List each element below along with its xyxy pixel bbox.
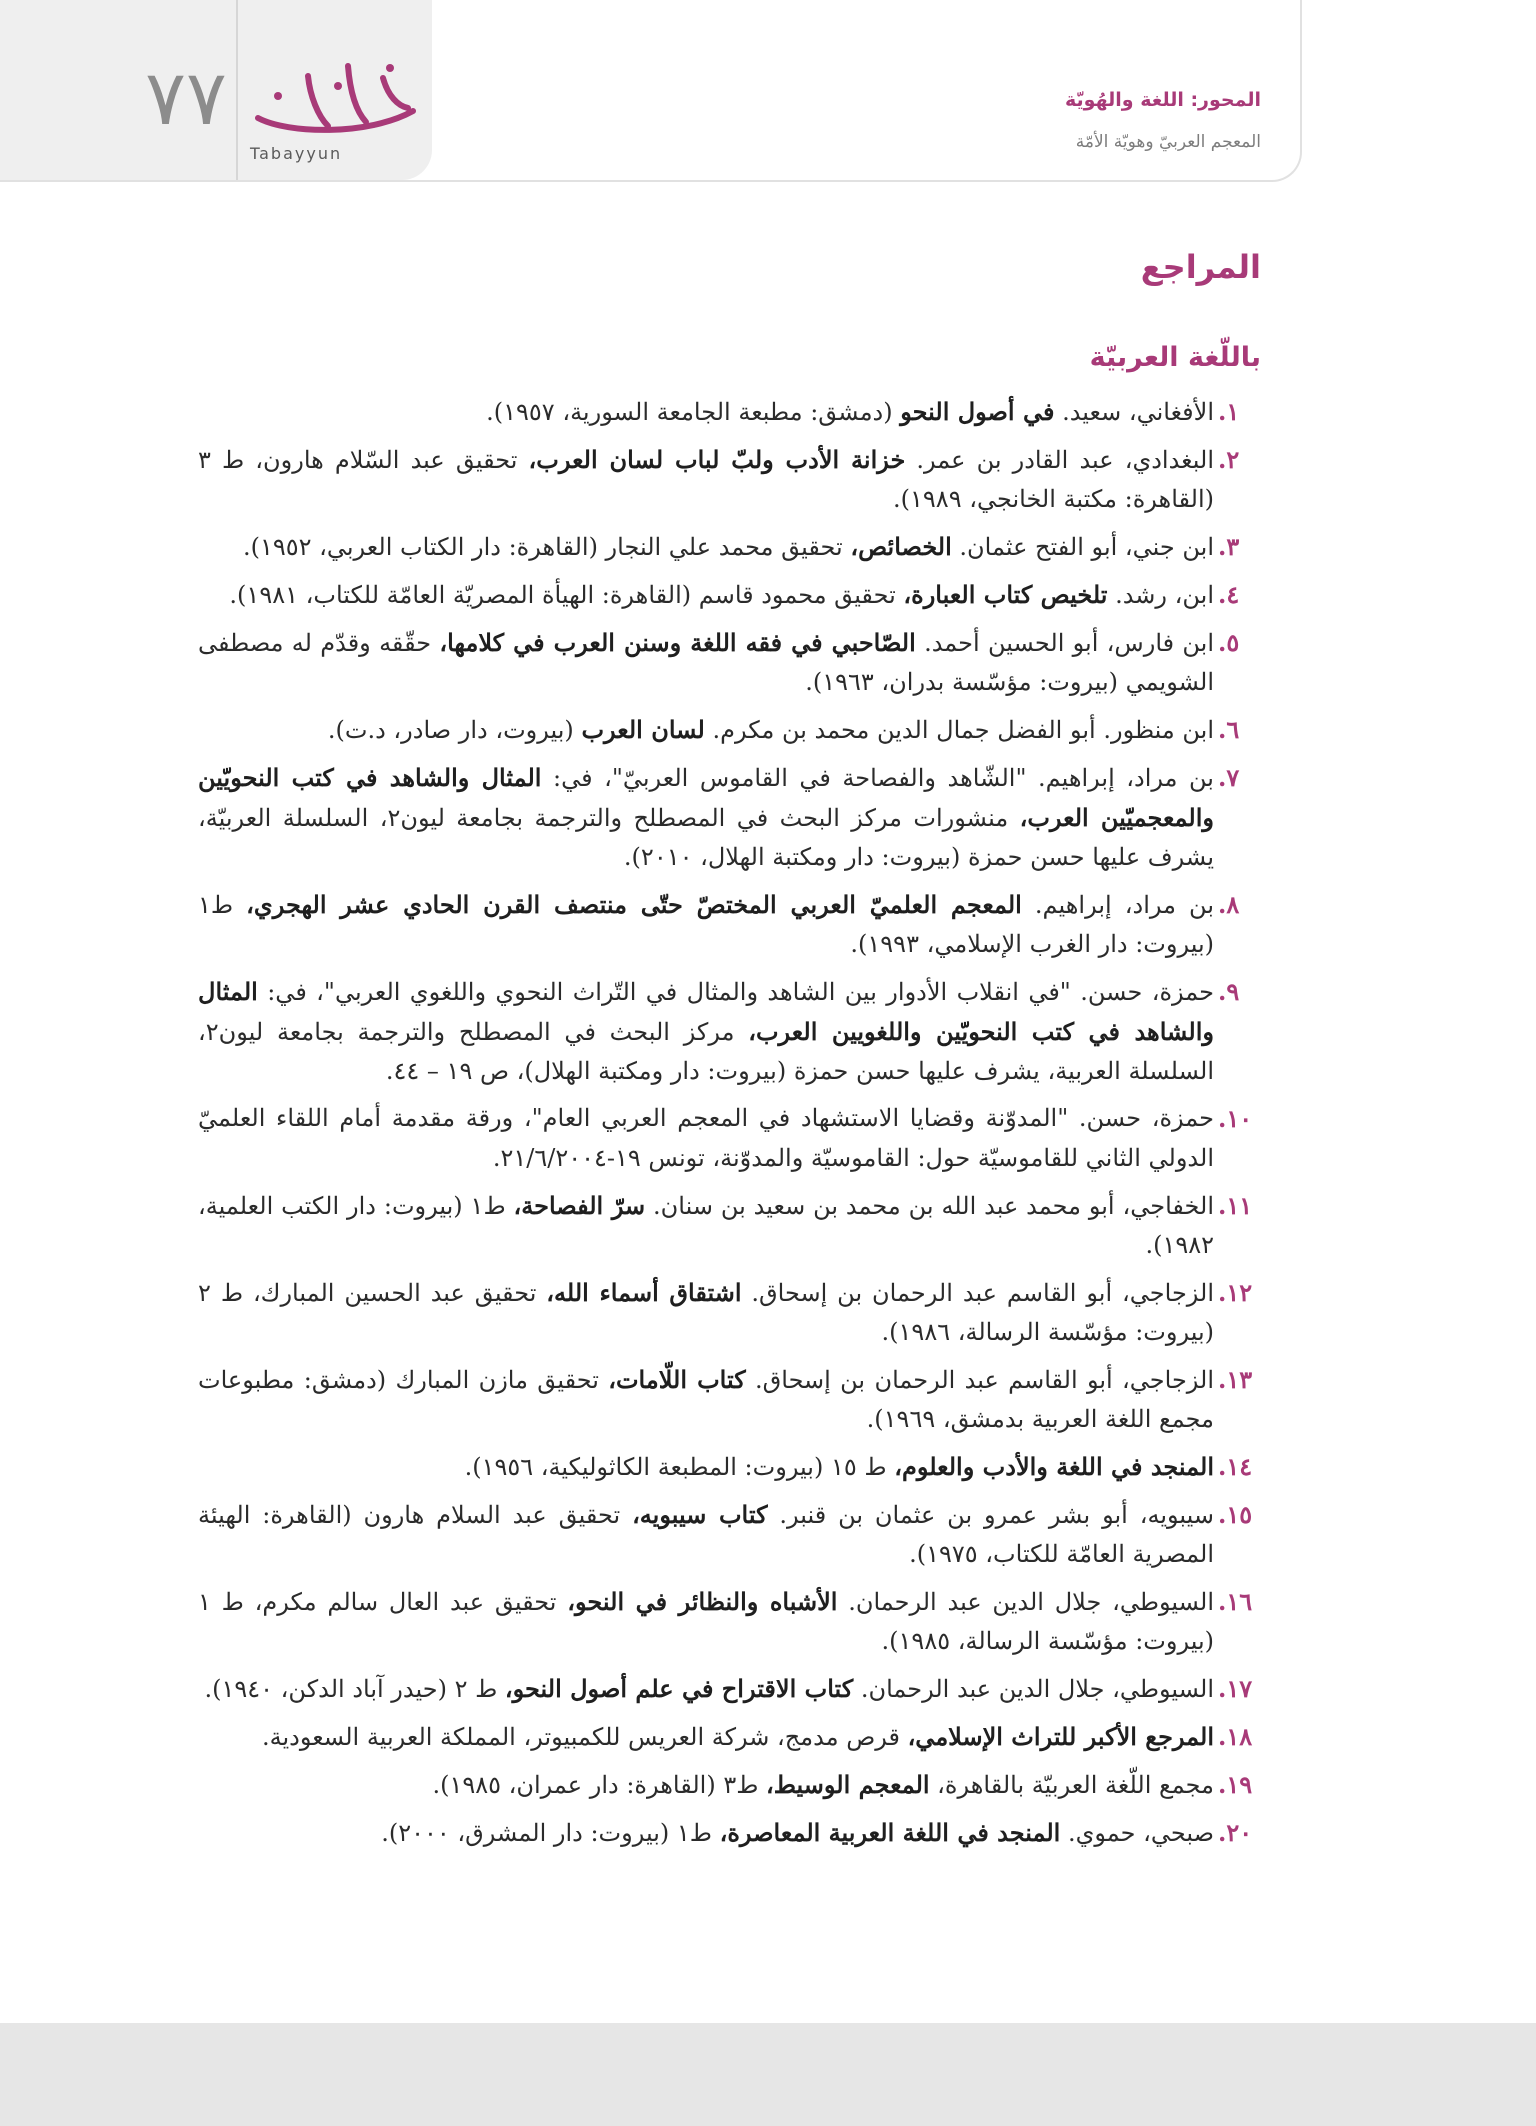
reference-text [198,764,1214,871]
reference-author: بن مراد، إبراهيم. "الشّاهد والفصاحة في القاموس العربيّ"، في: [541,764,1214,792]
reference-author: الخفاجي، أبو محمد عبد الله بن محمد بن سعيد بن سنان. [645,1192,1214,1220]
reference-text [432,1771,1214,1799]
reference-author: ابن، رشد. [1107,581,1214,609]
reference-author: ابن جني، أبو الفتح عثمان. [951,533,1214,561]
journal-logo [248,56,423,174]
reference-details: ط٣ (القاهرة: دار عمران، ١٩٨٥). [432,1771,767,1799]
logo-latin-text: Tabayyun [250,144,343,163]
reference-text [381,1819,1214,1847]
reference-details: تحقيق عبد السّلام هارون، ط ٣ (القاهرة: مكتبة الخانجي، ١٩٨٩). [198,446,1214,513]
reference-author: حمزة، حسن. "المدوّنة وقضايا الاستشهاد في المعجم العربي العام"، ورقة مقدمة أمام اللقاء العلميّ الدولي الثاني للقاموسيّة حول: القاموسيّة والمدوّنة، تونس ١٩-٢١/٦/٢٠٠٤. [198,1104,1214,1172]
reference-text [229,581,1214,609]
reference-title: المنجد في اللغة العربية المعاصرة، [719,1818,1061,1847]
reference-item [198,972,1240,1091]
reference-title: لسان العرب [581,715,705,744]
reference-item [198,1813,1253,1853]
arabic-section-heading: باللّغة العربيّة [1089,342,1261,373]
reference-text [198,1366,1214,1433]
reference-number: ٦. [1218,715,1240,744]
reference-item [198,1099,1253,1178]
reference-list [198,392,1253,1861]
reference-title: المنجد في اللغة والأدب والعلوم، [894,1452,1214,1481]
reference-author: الزجاجي، أبو القاسم عبد الرحمان بن إسحاق. [745,1366,1215,1394]
reference-details: منشورات مركز البحث في المصطلح والترجمة بجامعة ليون٢، السلسلة العربيّة، يشرف عليها حسن حمزة (بيروت: دار ومكتبة الهلال، ٢٠١٠). [198,804,1214,871]
reference-details: ط ١٥ (بيروت: المطبعة الكاثوليكية، ١٩٥٦). [464,1453,895,1481]
reference-text [198,1279,1214,1346]
reference-number: ١٠. [1218,1104,1253,1133]
reference-details: قرص مدمج، شركة العريس للكمبيوتر، المملكة العربية السعودية. [261,1723,908,1751]
article-title: المعجم العربيّ وهويّة الأمّة [1075,132,1261,152]
reference-title: في أصول النحو [900,397,1055,426]
reference-title: المعجم الوسيط، [766,1770,930,1799]
reference-item [198,527,1240,567]
reference-details: ط١ (بيروت: دار الكتب العلمية، ١٩٨٢). [198,1192,1214,1259]
reference-author: بن مراد، إبراهيم. [1021,891,1215,919]
reference-number: ١٥. [1218,1500,1253,1529]
reference-item [198,710,1240,750]
reference-details: تحقيق عبد الحسين المبارك، ط ٢ (بيروت: مؤسّسة الرسالة، ١٩٨٦). [198,1279,1214,1346]
reference-item [198,1273,1253,1352]
reference-text [204,1675,1214,1703]
reference-item [198,885,1240,964]
reference-item [198,1582,1253,1661]
reference-number: ٢. [1218,445,1240,474]
reference-title: كتاب سيبويه، [632,1500,768,1529]
reference-author: السيوطي، جلال الدين عبد الرحمان. [837,1588,1214,1616]
footer-band [0,2023,1536,2126]
reference-item [198,1765,1253,1805]
reference-text [198,1104,1214,1172]
reference-text [465,1453,1214,1481]
reference-title: المثال والشاهد في كتب النحويّين واللغويين العرب، [198,977,1214,1046]
reference-author: حمزة، حسن. "في انقلاب الأدوار بين الشاهد والمثال في التّراث النحوي واللغوي العربي"، في: [257,978,1214,1006]
reference-author: ابن منظور. أبو الفضل جمال الدين محمد بن مكرم. [704,716,1214,744]
reference-author: صبحي، حموي. [1060,1819,1214,1847]
reference-title: المثال والشاهد في كتب النحويّين والمعجميّين العرب، [198,763,1214,832]
page-number: ٧٧ [145,53,227,142]
reference-title: تلخيص كتاب العبارة، [903,580,1108,609]
reference-number: ٩. [1218,977,1240,1006]
reference-title: الأشباه والنظائر في النحو، [567,1587,838,1616]
reference-title: المعجم العلميّ العربي المختصّ حتّى منتصف القرن الحادي عشر الهجري، [246,890,1022,919]
reference-title: الصّاحبي في فقه اللغة وسنن العرب في كلامها، [439,628,916,657]
reference-details: تحقيق محمد علي النجار (القاهرة: دار الكتاب العربي، ١٩٥٢). [242,533,851,561]
reference-item [198,1495,1253,1574]
reference-author: البغدادي، عبد القادر بن عمر. [905,446,1214,474]
reference-details: (بيروت، دار صادر، د.ت). [327,716,582,744]
reference-number: ١٦. [1218,1587,1253,1616]
reference-title: كتاب الاقتراح في علم أصول النحو، [504,1674,854,1703]
reference-text [486,398,1214,426]
references-heading: المراجع [1140,248,1261,286]
reference-author: سيبويه، أبو بشر عمرو بن عثمان بن قنبر. [767,1501,1214,1529]
reference-number: ١٨. [1218,1722,1253,1751]
reference-author: ابن فارس، أبو الحسين أحمد. [915,629,1215,657]
axis-label: المحور: اللغة والهُويّة [1065,89,1261,111]
reference-text [328,716,1214,744]
reference-text [198,629,1214,696]
reference-text [198,1501,1214,1568]
reference-item [198,1669,1253,1709]
reference-number: ١٢. [1218,1278,1253,1307]
reference-text [198,446,1214,513]
reference-details: تحقيق مازن المبارك (دمشق: مطبوعات مجمع اللغة العربية بدمشق، ١٩٦٩). [198,1366,1214,1433]
reference-number: ٢٠. [1218,1818,1253,1847]
reference-author: الأفغاني، سعيد. [1054,398,1214,426]
reference-number: ٣. [1218,532,1240,561]
reference-details: تحقيق محمود قاسم (القاهرة: الهيأة المصريّة العامّة للكتاب، ١٩٨١). [229,581,904,609]
reference-text [198,1588,1214,1655]
reference-item [198,1717,1253,1757]
reference-text [198,978,1214,1085]
reference-item [198,1360,1253,1439]
logo-calligraphy-icon [248,56,423,146]
reference-number: ١. [1218,397,1240,426]
reference-number: ٨. [1218,890,1240,919]
reference-details: ط ٢ (حيدر آباد الدكن، ١٩٤٠). [204,1675,505,1703]
reference-details: تحقيق عبد العال سالم مكرم، ط ١ (بيروت: مؤسّسة الرسالة، ١٩٨٥). [198,1588,1214,1655]
reference-item [198,758,1240,877]
reference-details: (دمشق: مطبعة الجامعة السورية، ١٩٥٧). [486,398,901,426]
reference-text [198,1192,1214,1259]
reference-title: المرجع الأكبر للتراث الإسلامي، [907,1722,1214,1751]
reference-number: ٤. [1218,580,1240,609]
reference-number: ١٩. [1218,1770,1253,1799]
reference-text [262,1723,1214,1751]
reference-author: السيوطي، جلال الدين عبد الرحمان. [853,1675,1214,1703]
reference-item [198,392,1240,432]
reference-item [198,440,1240,519]
reference-title: كتاب اللّامات، [608,1365,746,1394]
reference-details: ط١ (بيروت: دار المشرق، ٢٠٠٠). [381,1819,720,1847]
reference-details: تحقيق عبد السلام هارون (القاهرة: الهيئة المصرية العامّة للكتاب، ١٩٧٥). [198,1501,1214,1568]
reference-author: مجمع اللّغة العربيّة بالقاهرة، [929,1771,1214,1799]
reference-details: مركز البحث في المصطلح والترجمة بجامعة ليون٢، السلسلة العربية، يشرف عليها حسن حمزة (بيروت: دار ومكتبة الهلال)، ص ١٩ – ٤٤. [198,1018,1214,1085]
reference-title: سرّ الفصاحة، [513,1191,646,1220]
reference-number: ١٣. [1218,1365,1253,1394]
reference-number: ١٤. [1218,1452,1253,1481]
reference-item [198,575,1240,615]
reference-details: ط١ (بيروت: دار الغرب الإسلامي، ١٩٩٣). [198,891,1214,958]
reference-details: حقّقه وقدّم له مصطفى الشويمي (بيروت: مؤسّسة بدران، ١٩٦٣). [198,629,1214,696]
reference-title: الخصائص، [850,532,952,561]
reference-title: خزانة الأدب ولبّ لباب لسان العرب، [528,445,906,474]
header-divider [236,0,238,180]
reference-item [198,1186,1253,1265]
reference-number: ٧. [1218,763,1240,792]
reference-item [198,1447,1253,1487]
reference-number: ٥. [1218,628,1240,657]
running-head [1065,86,1261,156]
reference-text [243,533,1214,561]
reference-number: ١١. [1218,1191,1253,1220]
reference-author: الزجاجي، أبو القاسم عبد الرحمان بن إسحاق. [741,1279,1214,1307]
reference-title: اشتقاق أسماء الله، [546,1278,742,1307]
reference-text [198,891,1214,958]
reference-item [198,623,1240,702]
reference-number: ١٧. [1218,1674,1253,1703]
